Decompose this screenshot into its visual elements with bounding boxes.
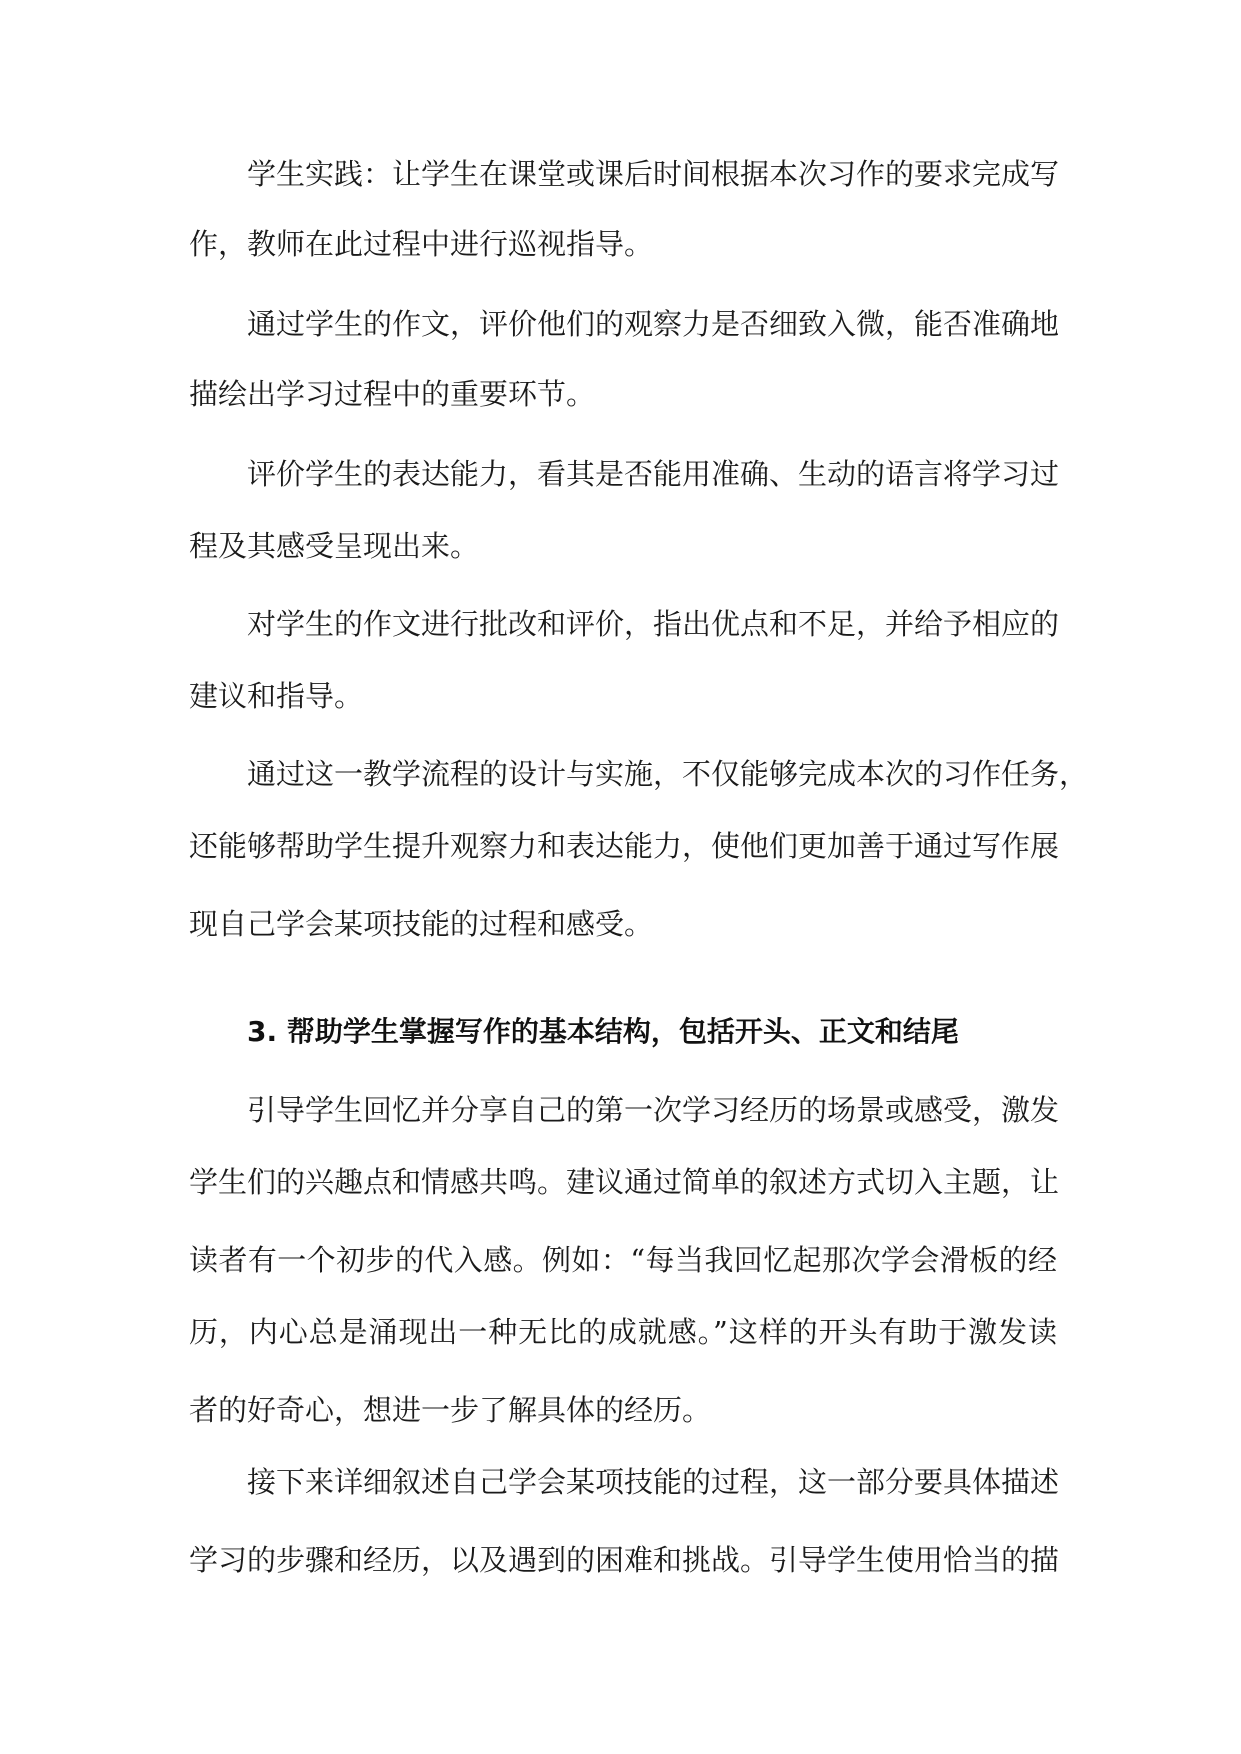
paragraph-2-line-2: 描绘出学习过程中的重要环节。 <box>189 377 596 411</box>
paragraph-5-line-3: 现自己学会某项技能的过程和感受。 <box>189 907 654 941</box>
paragraph-6-line-5: 者的好奇心，想进一步了解具体的经历。 <box>189 1393 712 1427</box>
paragraph-5-line-2: 还能够帮助学生提升观察力和表达能力，使他们更加善于通过写作展 <box>189 829 1060 863</box>
section-heading: 3. 帮助学生掌握写作的基本结构，包括开头、正文和结尾 <box>247 1015 959 1048</box>
paragraph-5-line-1: 通过这一教学流程的设计与实施，不仅能够完成本次的习作任务， <box>247 757 1089 791</box>
paragraph-3-line-1: 评价学生的表达能力，看其是否能用准确、生动的语言将学习过 <box>247 457 1060 491</box>
paragraph-7-line-2: 学习的步骤和经历，以及遇到的困难和挑战。引导学生使用恰当的描 <box>189 1543 1060 1577</box>
paragraph-6-line-3: 读者有一个初步的代入感。例如：“每当我回忆起那次学会滑板的经 <box>189 1243 1057 1277</box>
paragraph-4-line-1: 对学生的作文进行批改和评价，指出优点和不足，并给予相应的 <box>247 607 1060 641</box>
paragraph-4-line-2: 建议和指导。 <box>189 679 364 713</box>
paragraph-2-line-1: 通过学生的作文，评价他们的观察力是否细致入微，能否准确地 <box>247 307 1060 341</box>
paragraph-3-line-2: 程及其感受呈现出来。 <box>189 529 480 563</box>
paragraph-6-line-2: 学生们的兴趣点和情感共鸣。建议通过简单的叙述方式切入主题，让 <box>189 1165 1060 1199</box>
paragraph-6-line-1: 引导学生回忆并分享自己的第一次学习经历的场景或感受，激发 <box>247 1093 1060 1127</box>
paragraph-7-line-1: 接下来详细叙述自己学会某项技能的过程，这一部分要具体描述 <box>247 1465 1060 1499</box>
paragraph-1-line-2: 作，教师在此过程中进行巡视指导。 <box>189 227 654 261</box>
paragraph-6-line-4: 历，内心总是涌现出一种无比的成就感。”这样的开头有助于激发读 <box>189 1315 1057 1349</box>
paragraph-1-line-1: 学生实践：让学生在课堂或课后时间根据本次习作的要求完成写 <box>247 157 1060 191</box>
